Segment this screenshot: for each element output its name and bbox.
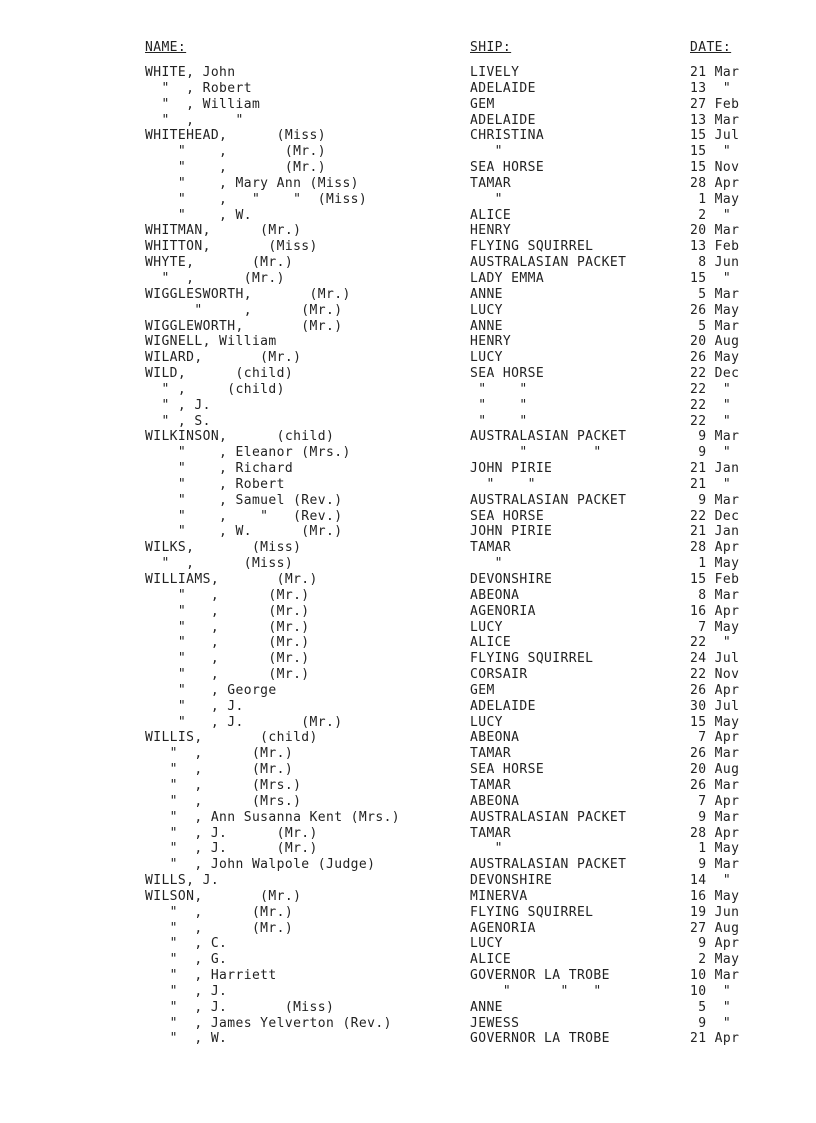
passenger-name: WILARD, (Mr.) (145, 350, 302, 366)
list-item (0, 208, 816, 224)
arrival-date: 28 Apr (690, 175, 740, 191)
passenger-name: WHYTE, (Mr.) (145, 255, 294, 271)
list-item (0, 128, 816, 144)
ship-name: FLYING SQUIRREL (470, 904, 594, 920)
arrival-date: 7 Apr (690, 730, 740, 746)
passenger-name: " , William (145, 96, 261, 112)
passenger-name: " , Mary Ann (Miss) (145, 175, 359, 191)
arrival-date: 13 Mar (690, 112, 740, 128)
arrival-date: 15 Feb (690, 572, 740, 587)
passenger-name: WHITTON, (Miss) (145, 239, 318, 255)
passenger-name: " , Robert (145, 476, 285, 492)
list-item (0, 303, 816, 319)
list-item (0, 287, 816, 303)
list-item (0, 540, 816, 556)
ship-name: SEA HORSE (470, 160, 545, 176)
list-item (0, 984, 816, 1000)
list-item (0, 715, 816, 731)
ship-name: TAMAR (470, 777, 512, 793)
ship-name: " " (470, 445, 602, 461)
passenger-name: " , (Mr.) (145, 904, 294, 920)
list-item (0, 350, 816, 366)
passenger-name: WILKS, (Miss) (145, 540, 302, 556)
passenger-name: " , J. (145, 397, 211, 413)
arrival-date: 22 " (690, 413, 732, 429)
arrival-date: 22 Dec (690, 366, 740, 382)
passenger-name: " , (Mr.) (145, 587, 310, 603)
list-item (0, 398, 816, 414)
list-item (0, 493, 816, 509)
arrival-date: 1 May (690, 556, 740, 572)
arrival-date: 8 Mar (690, 587, 740, 603)
arrival-date: 15 " (690, 144, 732, 160)
list-item (0, 160, 816, 176)
ship-name: AUSTRALASIAN PACKET (470, 492, 627, 508)
ship-name: LUCY (470, 619, 503, 635)
arrival-date: 14 " (690, 873, 732, 889)
list-item (0, 334, 816, 350)
passenger-name: " , Samuel (Rev.) (145, 492, 343, 508)
arrival-date: 1 May (690, 191, 740, 207)
arrival-date: 28 Apr (690, 825, 740, 841)
ship-name: AUSTRALASIAN PACKET (470, 429, 627, 445)
ship-name: ABEONA (470, 730, 520, 746)
arrival-date: 27 Aug (690, 920, 740, 936)
arrival-date: 24 Jul (690, 651, 740, 667)
passenger-name: WILSON, (Mr.) (145, 888, 302, 904)
ship-name: AGENORIA (470, 920, 536, 936)
arrival-date: 16 May (690, 888, 740, 904)
passenger-name: WILD, (child) (145, 366, 294, 382)
ship-name: ANNE (470, 318, 503, 334)
ship-name: AUSTRALASIAN PACKET (470, 857, 627, 873)
ship-column-header: SHIP: (470, 40, 512, 55)
passenger-name: " , J. (Mr.) (145, 825, 318, 841)
arrival-date: 30 Jul (690, 698, 740, 714)
ship-name: LUCY (470, 714, 503, 730)
ship-name: SEA HORSE (470, 762, 545, 778)
passenger-name: " , J. (Miss) (145, 999, 335, 1015)
ship-name: ALICE (470, 207, 512, 223)
arrival-date: 10 Mar (690, 968, 740, 984)
list-item (0, 461, 816, 477)
passenger-name: " , (Mr.) (145, 603, 310, 619)
list-item (0, 572, 816, 588)
arrival-date: 26 Mar (690, 777, 740, 793)
arrival-date: 21 " (690, 476, 732, 492)
list-item (0, 81, 816, 97)
passenger-name: " , Eleanor (Mrs.) (145, 445, 351, 461)
arrival-date: 22 " (690, 635, 732, 651)
passenger-name: " , (Mr.) (145, 270, 285, 286)
date-column-header: DATE: (690, 40, 732, 55)
ship-name: CORSAIR (470, 667, 528, 683)
ship-name: SEA HORSE (470, 366, 545, 382)
passenger-name: WILLS, J. (145, 873, 220, 889)
ship-name: " (470, 191, 503, 207)
list-item (0, 667, 816, 683)
list-item (0, 556, 816, 572)
list-item (0, 366, 816, 382)
ship-name: ADELAIDE (470, 80, 536, 96)
passenger-name: " , (Mr.) (145, 762, 294, 778)
arrival-date: 21 Jan (690, 524, 740, 540)
passenger-name: " , (Mr.) (145, 160, 326, 176)
list-item (0, 841, 816, 857)
ship-name: LUCY (470, 350, 503, 366)
list-item (0, 620, 816, 636)
list-item (0, 746, 816, 762)
passenger-name: " , (Mr.) (145, 302, 343, 318)
ship-name: ANNE (470, 286, 503, 302)
passenger-name: " , G. (145, 952, 228, 968)
list-item (0, 588, 816, 604)
passenger-name: WHITMAN, (Mr.) (145, 223, 302, 239)
ship-name: ADELAIDE (470, 112, 536, 128)
arrival-date: 16 Apr (690, 603, 740, 619)
passenger-name: WHITEHEAD, (Miss) (145, 128, 326, 144)
passenger-name: " , (Mrs.) (145, 777, 302, 793)
passenger-name: WILKINSON, (child) (145, 429, 335, 445)
arrival-date: 5 Mar (690, 318, 740, 334)
list-item (0, 524, 816, 540)
passenger-name: " , (Mr.) (145, 144, 326, 160)
arrival-date: 28 Apr (690, 540, 740, 556)
ship-name: SEA HORSE (470, 508, 545, 524)
passenger-name: " , J. (Mr.) (145, 841, 318, 857)
ship-name: " " (470, 381, 528, 397)
passenger-name: " , (Mr.) (145, 746, 294, 762)
passenger-name: WIGGLEWORTH, (Mr.) (145, 318, 343, 334)
ship-name: LUCY (470, 936, 503, 952)
arrival-date: 20 Aug (690, 762, 740, 778)
ship-name: JOHN PIRIE (470, 524, 553, 540)
passenger-name: " , (Mr.) (145, 920, 294, 936)
ship-name: " (470, 841, 503, 857)
list-item (0, 382, 816, 398)
list-item (0, 683, 816, 699)
passenger-name: WIGGLESWORTH, (Mr.) (145, 286, 351, 302)
ship-name: TAMAR (470, 746, 512, 762)
ship-name: DEVONSHIRE (470, 873, 553, 889)
ship-name: GEM (470, 682, 495, 698)
passenger-name: " , Ann Susanna Kent (Mrs.) (145, 809, 401, 825)
arrival-date: 21 Jan (690, 461, 740, 477)
passenger-name: " , (Mr.) (145, 651, 310, 667)
arrival-date: 9 " (690, 1015, 732, 1031)
list-item (0, 97, 816, 113)
ship-name: LADY EMMA (470, 270, 545, 286)
arrival-date: 7 Apr (690, 793, 740, 809)
arrival-date: 26 May (690, 302, 740, 318)
ship-name: JEWESS (470, 1015, 520, 1031)
arrival-date: 27 Feb (690, 96, 740, 112)
arrival-date: 8 Jun (690, 255, 740, 271)
passenger-name: " , (Mr.) (145, 635, 310, 651)
arrival-date: 9 Mar (690, 492, 740, 508)
arrival-date: 9 Mar (690, 857, 740, 873)
passenger-name: " , C. (145, 936, 228, 952)
passenger-name: " , George (145, 682, 277, 698)
arrival-date: 22 Nov (690, 667, 740, 683)
list-item (0, 762, 816, 778)
passenger-name: " , Harriett (145, 968, 277, 984)
arrival-date: 7 May (690, 619, 740, 635)
passenger-name: " , W. (145, 1031, 228, 1047)
ship-name: AGENORIA (470, 603, 536, 619)
list-item (0, 65, 816, 81)
passenger-name: " , J. (Mr.) (145, 714, 343, 730)
list-item (0, 857, 816, 873)
ship-name: GOVERNOR LA TROBE (470, 968, 610, 984)
arrival-date: 2 May (690, 952, 740, 968)
arrival-date: 13 Feb (690, 239, 740, 255)
passenger-name: " , S. (145, 413, 211, 429)
ship-name: " (470, 556, 503, 572)
list-item (0, 651, 816, 667)
ship-name: TAMAR (470, 540, 512, 556)
list-item (0, 144, 816, 160)
ship-name: JOHN PIRIE (470, 461, 553, 477)
arrival-date: 15 Nov (690, 160, 740, 176)
arrival-date: 10 " (690, 983, 732, 999)
list-item (0, 968, 816, 984)
ship-name: ABEONA (470, 793, 520, 809)
ship-name: AUSTRALASIAN PACKET (470, 255, 627, 271)
arrival-date: 9 Mar (690, 429, 740, 445)
passenger-name: " , James Yelverton (Rev.) (145, 1015, 392, 1031)
ship-name: " " " (470, 983, 602, 999)
ship-name: CHRISTINA (470, 128, 545, 144)
passenger-name: " , J. (145, 698, 244, 714)
arrival-date: 20 Aug (690, 334, 740, 350)
list-item (0, 223, 816, 239)
arrival-date: 19 Jun (690, 904, 740, 920)
arrival-date: 13 " (690, 80, 732, 96)
arrival-date: 22 Dec (690, 508, 740, 524)
ship-name: DEVONSHIRE (470, 572, 553, 587)
ship-name: HENRY (470, 223, 512, 239)
list-item (0, 176, 816, 192)
arrival-date: 1 May (690, 841, 740, 857)
list-item (0, 1016, 816, 1032)
passenger-name: " , Robert (145, 80, 252, 96)
list-item (0, 905, 816, 921)
list-item (0, 778, 816, 794)
ship-name: MINERVA (470, 888, 528, 904)
list-item (0, 936, 816, 952)
passenger-name: " , W. (Mr.) (145, 524, 343, 540)
ship-name: GEM (470, 96, 495, 112)
passenger-name: " , (Mr.) (145, 619, 310, 635)
passenger-name: " , Richard (145, 461, 294, 477)
list-item (0, 192, 816, 208)
list-item (0, 477, 816, 493)
ship-name: ABEONA (470, 587, 520, 603)
ship-name: LUCY (470, 302, 503, 318)
passenger-name: " , J. (145, 983, 228, 999)
passenger-name: " , W. (145, 207, 252, 223)
arrival-date: 5 Mar (690, 286, 740, 302)
arrival-date: 15 May (690, 714, 740, 730)
name-column-header: NAME: (145, 40, 187, 55)
list-item (0, 271, 816, 287)
ship-name: TAMAR (470, 825, 512, 841)
ship-name: " " (470, 476, 536, 492)
list-item (0, 730, 816, 746)
arrival-date: 22 " (690, 397, 732, 413)
list-item (0, 604, 816, 620)
list-item (0, 429, 816, 445)
passenger-name: WIGNELL, William (145, 334, 277, 350)
list-item (0, 952, 816, 968)
ship-name: ALICE (470, 635, 512, 651)
list-item (0, 635, 816, 651)
ship-name: HENRY (470, 334, 512, 350)
arrival-date: 9 " (690, 445, 732, 461)
list-item (0, 826, 816, 842)
ship-name: AUSTRALASIAN PACKET (470, 809, 627, 825)
passenger-name: " , (Miss) (145, 556, 294, 572)
list-item (0, 319, 816, 335)
arrival-date: 21 Mar (690, 65, 740, 80)
list-item (0, 810, 816, 826)
arrival-date: 21 Apr (690, 1031, 740, 1047)
arrival-date: 26 Apr (690, 682, 740, 698)
list-item (0, 873, 816, 889)
arrival-date: 26 Mar (690, 746, 740, 762)
passenger-name: " , " " (Miss) (145, 191, 368, 207)
list-item (0, 445, 816, 461)
arrival-date: 5 " (690, 999, 732, 1015)
arrival-date: 9 Apr (690, 936, 740, 952)
arrival-date: 15 Jul (690, 128, 740, 144)
ship-name: " " (470, 413, 528, 429)
ship-name: ANNE (470, 999, 503, 1015)
passenger-name: " , John Walpole (Judge) (145, 857, 376, 873)
ship-name: " (470, 144, 503, 160)
passenger-name: WILLIAMS, (Mr.) (145, 572, 318, 587)
ship-name: FLYING SQUIRREL (470, 239, 594, 255)
arrival-date: 2 " (690, 207, 732, 223)
list-item (0, 255, 816, 271)
list-item (0, 794, 816, 810)
ship-name: ALICE (470, 952, 512, 968)
list-item (0, 414, 816, 430)
passenger-name: " , (Mr.) (145, 667, 310, 683)
passenger-name: WILLIS, (child) (145, 730, 318, 746)
list-item (0, 889, 816, 905)
ship-name: TAMAR (470, 175, 512, 191)
arrival-date: 15 " (690, 270, 732, 286)
arrival-date: 20 Mar (690, 223, 740, 239)
passenger-list (0, 65, 816, 1047)
passenger-name: " , (child) (145, 381, 285, 397)
list-item (0, 113, 816, 129)
list-item (0, 699, 816, 715)
list-item (0, 921, 816, 937)
ship-name: GOVERNOR LA TROBE (470, 1031, 610, 1047)
list-item (0, 239, 816, 255)
ship-name: LIVELY (470, 65, 520, 80)
list-item (0, 1031, 816, 1047)
passenger-name: WHITE, John (145, 65, 236, 80)
list-item (0, 1000, 816, 1016)
arrival-date: 9 Mar (690, 809, 740, 825)
ship-name: FLYING SQUIRREL (470, 651, 594, 667)
ship-name: ADELAIDE (470, 698, 536, 714)
passenger-name: " , " (145, 112, 244, 128)
arrival-date: 22 " (690, 381, 732, 397)
passenger-name: " , (Mrs.) (145, 793, 302, 809)
arrival-date: 26 May (690, 350, 740, 366)
ship-name: " " (470, 397, 528, 413)
list-item (0, 509, 816, 525)
passenger-name: " , " (Rev.) (145, 508, 343, 524)
